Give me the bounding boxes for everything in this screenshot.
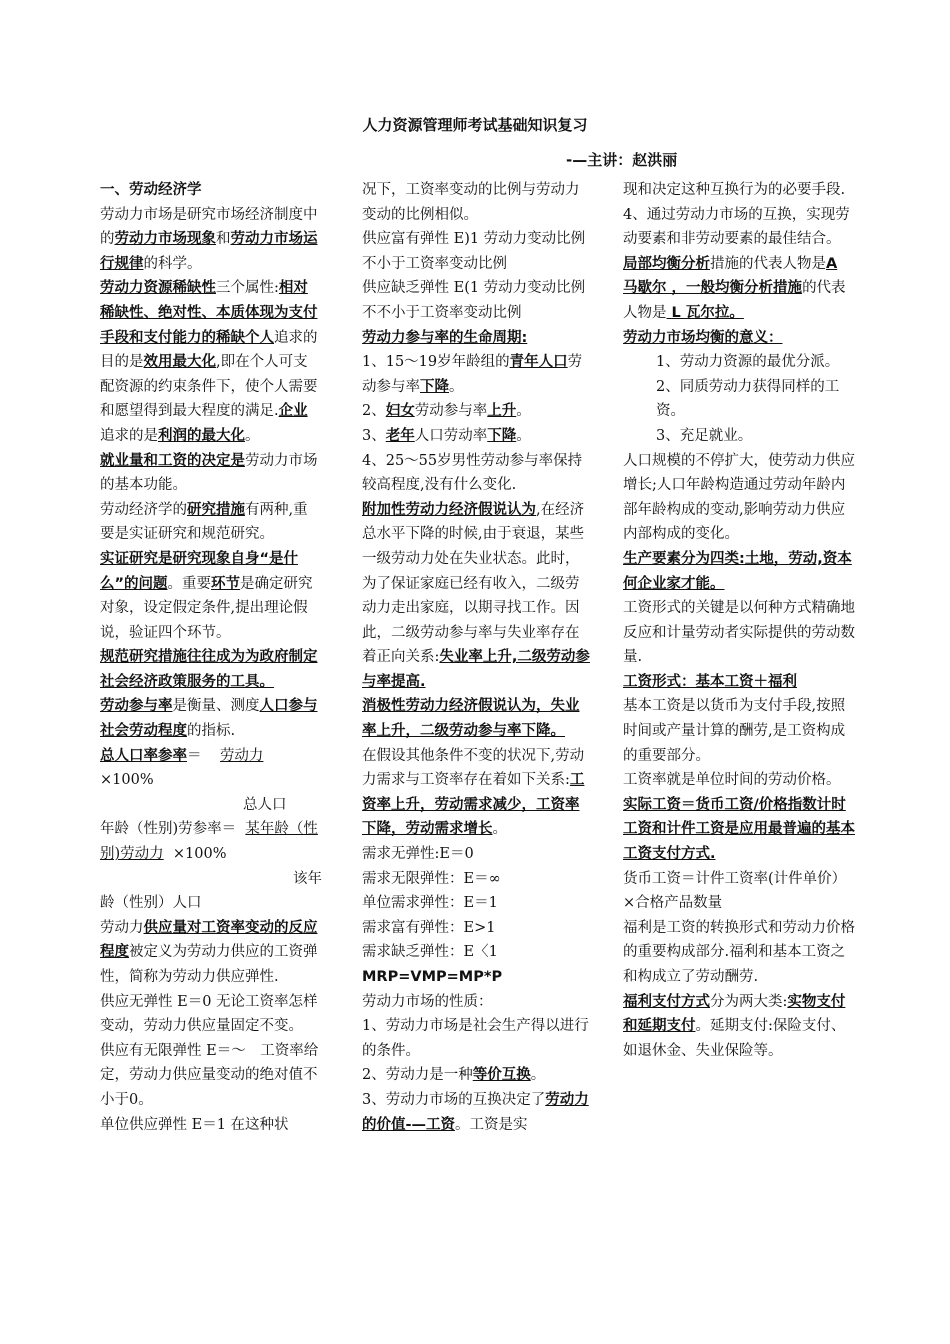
paragraph: 规范研究措施往往成为为政府制定社会经济政策服务的工具。 bbox=[100, 649, 318, 690]
paragraph: 福利支付方式分为两大类:实物支付和延期支付。延期支付:保险支付、如退休金、失业保险等。 bbox=[623, 993, 846, 1059]
formula: 总人口率参率＝ 劳动力 ×100% bbox=[100, 747, 264, 789]
formula: 年龄（性别)劳参率＝ 某年龄（性别)劳动力 ×100% bbox=[100, 821, 318, 863]
formula: MRP=VMP=MP*P bbox=[362, 969, 503, 985]
paragraph: 福利是工资的转换形式和劳动力价格的重要构成部分.福利和基本工资之和构成立了劳动酬劳. bbox=[623, 919, 855, 985]
paragraph: 劳动参与率是衡量、测度人口参与社会劳动程度的指标. bbox=[100, 698, 318, 740]
paragraph: 劳动经济学的研究措施有两种,重要是实证研究和规范研究。 bbox=[100, 501, 308, 543]
list-item: 2、劳动力是一种等价互换。 bbox=[362, 1067, 546, 1084]
list-item: 需求缺乏弹性：E〈1 bbox=[362, 944, 498, 961]
list-item: 需求富有弹性：E>1 bbox=[362, 919, 496, 936]
paragraph: 工资形式的关键是以何种方式精确地反应和计量劳动者实际提供的劳动数量. bbox=[623, 600, 855, 666]
lecturer-line: -—主讲：赵洪丽 bbox=[566, 151, 678, 169]
section-heading: 一、劳动经济学 bbox=[100, 182, 202, 198]
paragraph: 供应富有弹性 E)1 劳动力变动比例不小于工资率变动比例 bbox=[362, 231, 586, 272]
list-item: 1、劳动力市场是社会生产得以进行的条件。 bbox=[362, 1018, 589, 1059]
list-item: 3、老年人口劳动率下降。 bbox=[362, 427, 531, 444]
paragraph: 局部均衡分析措施的代表人物是A 马歇尔 ，一般均衡分析措施的代表人物是 L 瓦尔拉。 bbox=[623, 255, 846, 321]
list-item: 2、妇女劳动参与率上升。 bbox=[362, 403, 531, 420]
column-2 bbox=[362, 178, 592, 1137]
paragraph: 供应缺乏弹性 E(1 劳动力变动比例不不小于工资率变动比例 bbox=[362, 280, 586, 321]
list-item: 单位需求弹性：E＝1 bbox=[362, 895, 498, 912]
paragraph: 单位供应弹性 E＝1 在这种状 bbox=[100, 1116, 289, 1133]
list-item: 1、劳动力资源的最优分派。 bbox=[656, 354, 840, 371]
formula-denominator: 总人口 bbox=[243, 796, 287, 813]
paragraph: 劳动力资源稀缺性三个属性:相对稀缺性、绝对性、本质体现为支付手段和支付能力的稀缺个人追求的目的是效用最大化,即在个人可支配资源的约束条件下，使个人需要和愿望得到最大程度的满足.企业追求的是利润的最大化。 bbox=[100, 280, 318, 444]
formula: 货币工资＝计件工资率(计件单价）×合格产品数量 bbox=[623, 870, 847, 912]
paragraph: 供应无弹性 E＝0 无论工资率怎样变动，劳动力供应量固定不变。 bbox=[100, 993, 318, 1035]
paragraph: 基本工资是以货币为支付手段,按照时间或产量计算的酬劳,是工资构成的重要部分。 bbox=[623, 698, 846, 764]
formula-denominator: 龄（性别）人口 bbox=[100, 895, 202, 912]
paragraph: 生产要素分为四类:土地，劳动,资本何企业家才能。 bbox=[623, 550, 852, 592]
list-item: 2、同质劳动力获得同样的工资。 bbox=[656, 378, 840, 420]
paragraph: 劳动力市场是研究市场经济制度中的劳动力市场现象和劳动力市场运行规律的科学。 bbox=[100, 206, 318, 272]
paragraph: 就业量和工资的决定是劳动力市场的基本功能。 bbox=[100, 452, 318, 494]
paragraph: 实证研究是研究现象自身“是什么”的问题。重要环节是确定研究对象，设定假定条件,提出理论假说，验证四个环节。 bbox=[100, 550, 313, 641]
paragraph: 供应有无限弹性 E＝～ 工资率给定，劳动力供应量变动的绝对值不小于0。 bbox=[100, 1042, 319, 1108]
paragraph: 实际工资＝货币工资/价格指数计时工资和计件工资是应用最普遍的基本工资支付方式. bbox=[623, 796, 855, 863]
page-title: 人力资源管理师考试基础知识复习 bbox=[362, 116, 588, 134]
list-item: 4、通过劳动力市场的互换，实现劳动要素和非劳动要素的最佳结合。 bbox=[623, 206, 850, 248]
column-1 bbox=[100, 178, 322, 1137]
list-item: 1、15～19岁年龄组的青年人口劳动参与率下降。 bbox=[362, 354, 583, 395]
column-3 bbox=[623, 178, 855, 1063]
paragraph: 劳动力供应量对工资率变动的反应程度被定义为劳动力供应的工资弹性，简称为劳动力供应弹性. bbox=[100, 919, 318, 985]
paragraph: 消极性劳动力经济假说认为，失业率上升，二级劳动参与率下降。 bbox=[362, 698, 580, 740]
list-item: 需求无限弹性：E＝∞ bbox=[362, 870, 501, 887]
paragraph: 况下，工资率变动的比例与劳动力变动的比例相似。 bbox=[362, 182, 580, 223]
paragraph: 工资形式：基本工资＋福利 bbox=[623, 673, 797, 690]
paragraph: 附加性劳动力经济假说认为,在经济总水平下降的时候,由于衰退，某些一级劳动力处在失业状态。此时，为了保证家庭已经有收入，二级劳动力走出家庭，以期寻找工作。因此，二级劳动参与率与失业率存在着正向关系:失业率上升,二级劳动参与率提高. bbox=[362, 501, 590, 690]
paragraph: 现和决定这种互换行为的必要手段. bbox=[623, 182, 846, 198]
paragraph: 在假设其他条件不变的状况下,劳动力需求与工资率存在着如下关系:工资率上升，劳动需求减少，工资率下降，劳动需求增长。 bbox=[362, 747, 585, 838]
formula-denominator: 该年 bbox=[293, 870, 322, 887]
paragraph: 工资率就是单位时间的劳动价格。 bbox=[623, 772, 841, 789]
subheading: 劳动力参与率的生命周期: bbox=[362, 329, 528, 346]
list-item: 3、充足就业。 bbox=[656, 427, 753, 444]
paragraph: 人口规模的不停扩大，使劳动力供应增长;人口年龄构造通过劳动年龄内部年龄构成的变动,影响劳动力供应内部构成的变化。 bbox=[623, 452, 855, 543]
list-item: 3、劳动力市场的互换决定了劳动力的价值-—工资。工资是实 bbox=[362, 1091, 589, 1133]
subheading: 劳动力市场均衡的意义： bbox=[623, 329, 783, 346]
list-item: 需求无弹性:E＝0 bbox=[362, 846, 474, 863]
list-item: 4、25～55岁男性劳动参与率保持较高程度,没有什么变化. bbox=[362, 452, 583, 494]
subheading: 劳动力市场的性质： bbox=[362, 993, 493, 1010]
